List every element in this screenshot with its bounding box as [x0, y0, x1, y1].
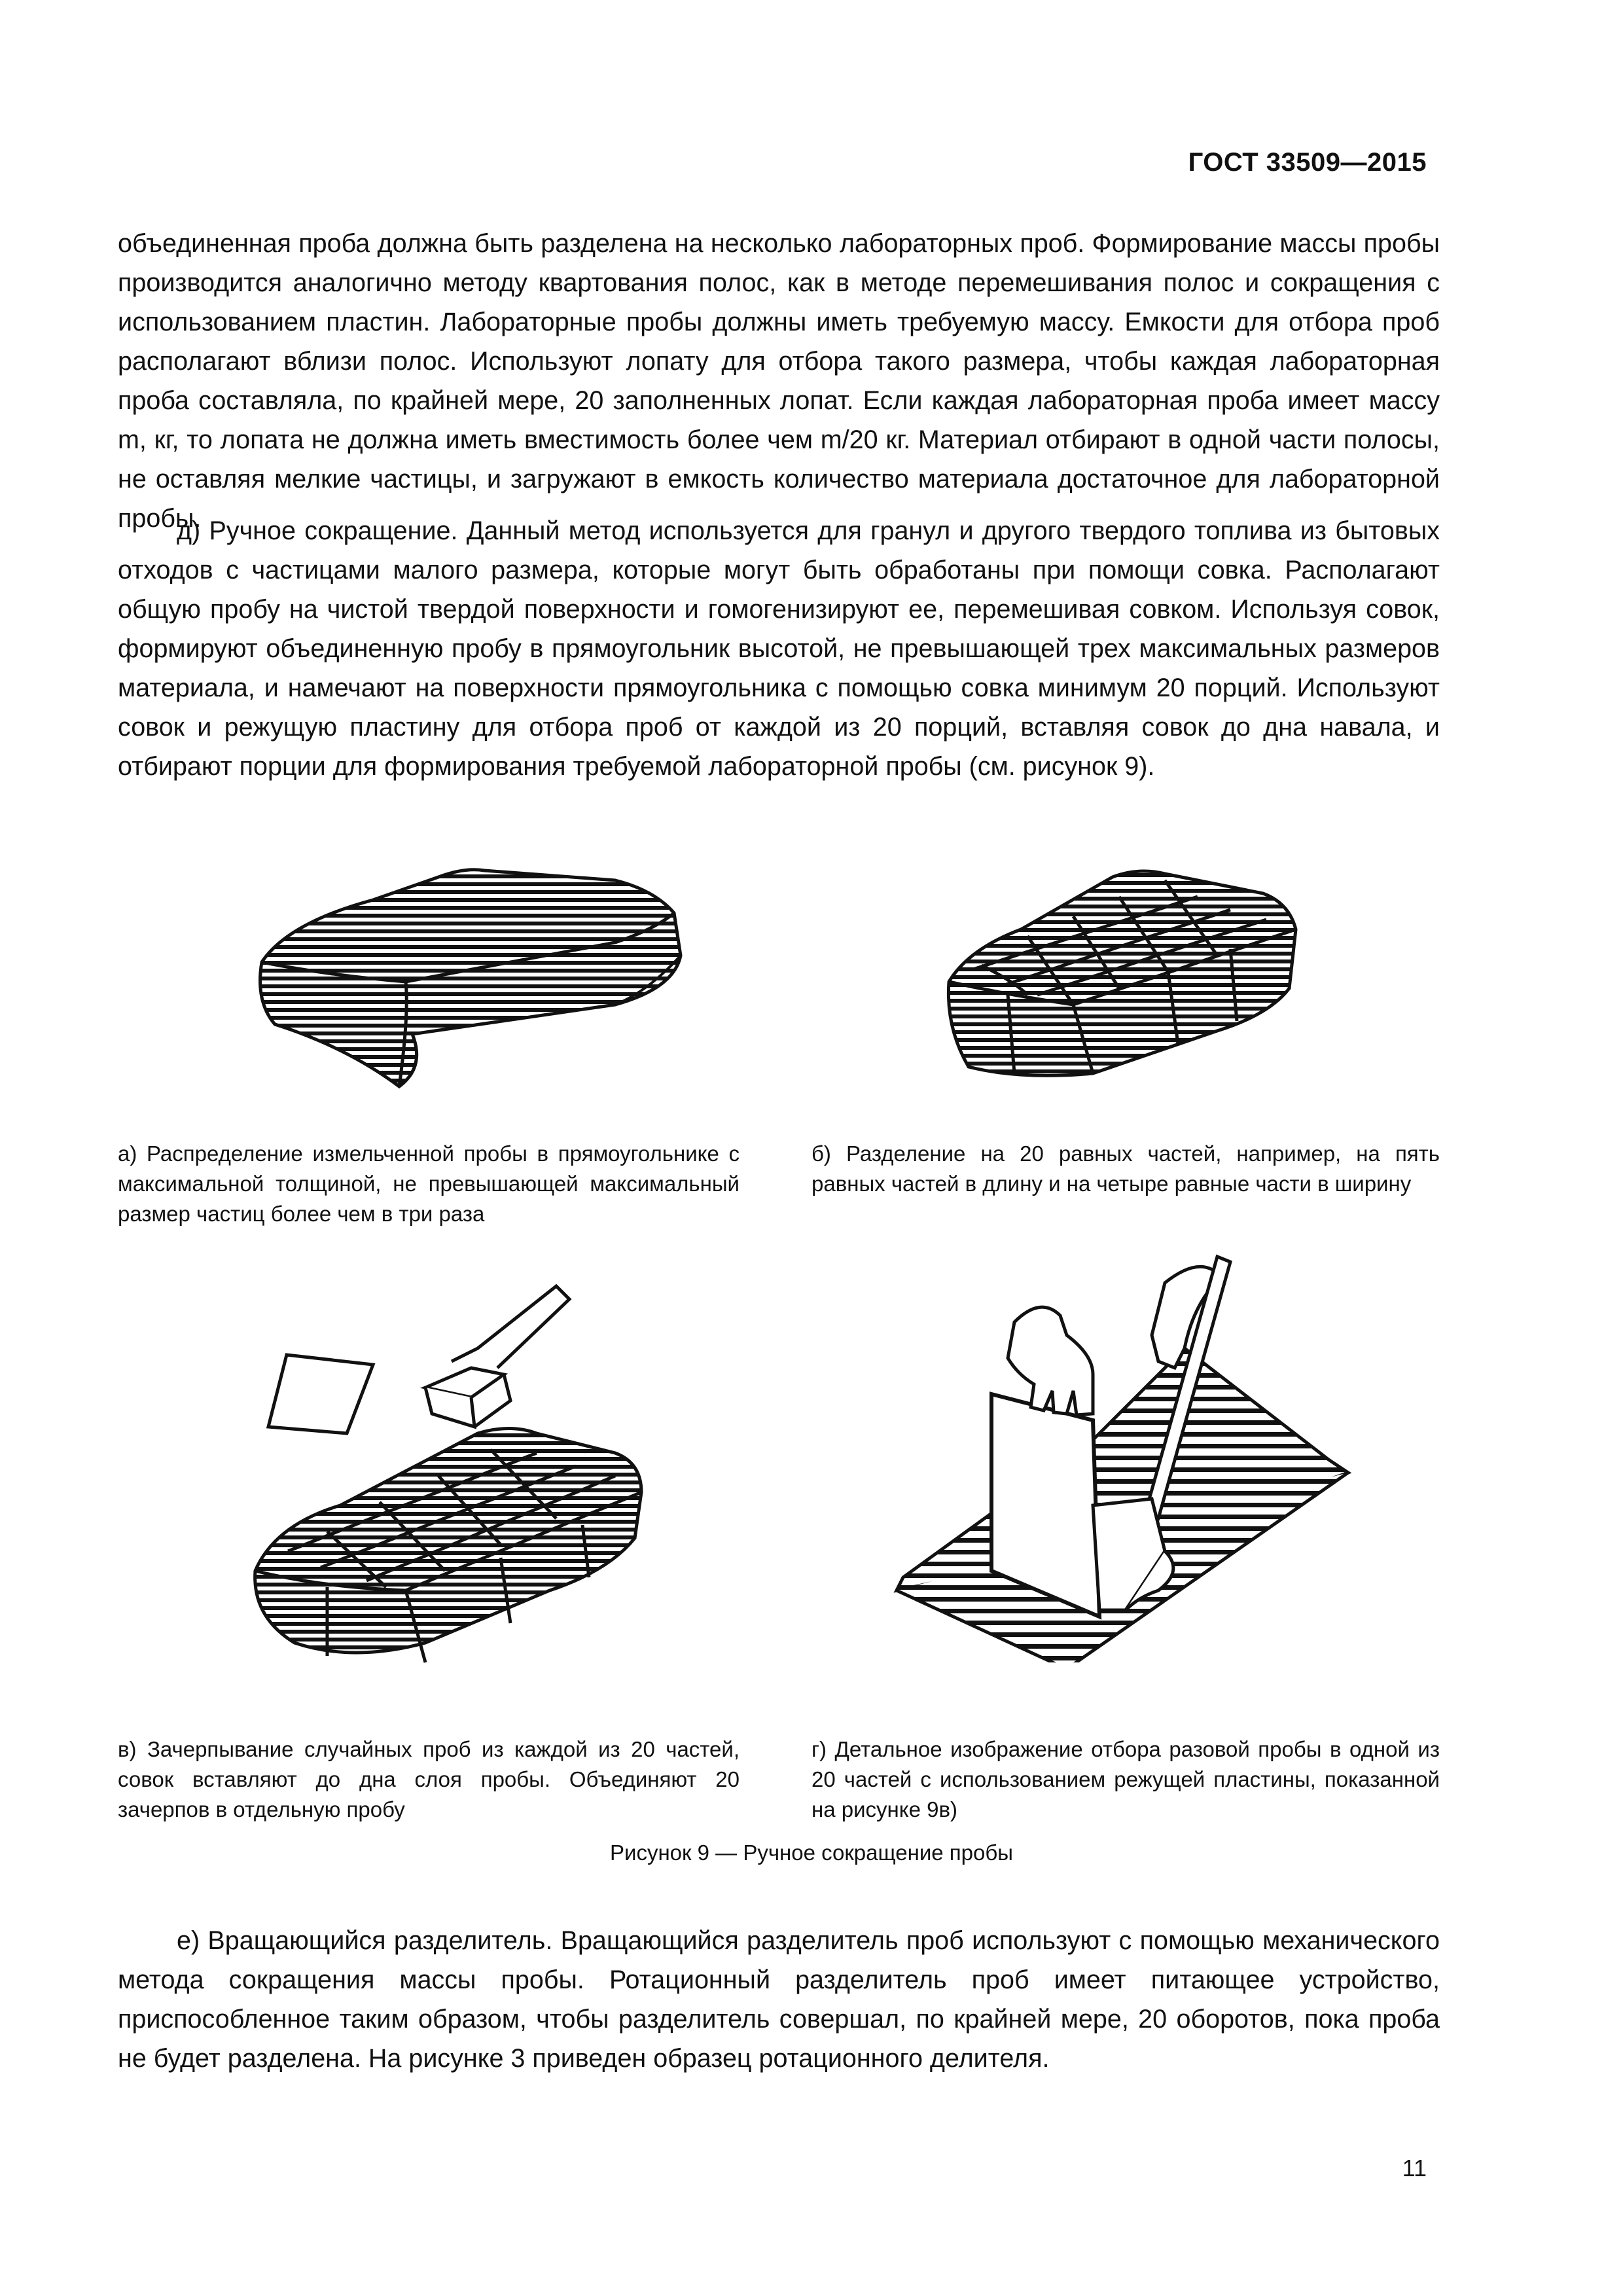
caption-b: б) Разделение на 20 равных частей, например, на пять равных частей в длину и на четыре равные части в ширину [812, 1141, 1440, 1196]
figure-9a-image [249, 851, 707, 1113]
caption-v: в) Зачерпывание случайных проб из каждой из 20 частей, совок вставляют до дна слоя пробы. Объединяют 20 зачерпов в отдельную пробу [118, 1737, 740, 1821]
figure-9v-image [242, 1276, 661, 1695]
scoop-icon [425, 1286, 569, 1427]
figure-title: Рисунок 9 — Ручное сокращение пробы [610, 1840, 1013, 1865]
figure-9g-image [877, 1244, 1374, 1662]
paragraph-manual-reduction: д) Ручное сокращение. Данный метод используется для гранул и другого твердого топлива из бытовых отходов с частицами малого размера, которые могут быть обработаны при помощи совка. Располагают общую пробу на чистой твердой поверхности и гомогенизируют ее, перемешивая совком. Используя совок, формируют объединенную пробу в прямоугольник высотой, не превышающей трех максимальных размеров материала, и намечают на поверхности прямоугольника с помощью совка минимум 20 порций. Используют совок и режущую пластину для отбора проб от каждой из 20 порций, вставляя совок до дна навала, и отбирают порции для формирования требуемой лабораторной пробы (см. рисунок 9). [118, 516, 1440, 781]
document-header: ГОСТ 33509—2015 [1188, 148, 1427, 177]
page-number: 11 [1402, 2155, 1427, 2181]
figure-9b-image [942, 857, 1309, 1106]
paragraph-continuation: объединенная проба должна быть разделена на несколько лабораторных проб. Формирование массы пробы производится аналогично методу квартования полос, как в методе перемешивания полос и сокращения с использованием пластин. Лабораторные пробы должны иметь требуемую массу. Емкости для отбора проб располагают вблизи полос. Используют лопату для отбора такого размера, чтобы каждая лабораторная проба составляла, по крайней мере, 20 заполненных лопат. Если каждая лабораторная проба имеет массу m, кг, то лопата не должна иметь вместимость более чем m/20 кг. Материал отбирают в одной части полосы, не оставляя мелкие частицы, и загружают в емкость количество материала достаточное для лабораторной пробы. [118, 229, 1440, 533]
caption-g: г) Детальное изображение отбора разовой пробы в одной из 20 частей с использованием режущей пластины, показанной на рисунке 9в) [812, 1737, 1440, 1821]
paragraph-rotary-divider: е) Вращающийся разделитель. Вращающийся разделитель проб используют с помощью механического метода сокращения массы пробы. Ротационный разделитель проб имеет питающее устройство, приспособленное таким образом, чтобы разделитель совершал, по крайней мере, 20 оборотов, пока проба не будет разделена. На рисунке 3 приведен образец ротационного делителя. [118, 1926, 1440, 2073]
caption-a: а) Распределение измельченной пробы в прямоугольнике с максимальной толщиной, не превышающей максимальный размер частиц более чем в три раза [118, 1141, 740, 1226]
cutting-plate-icon [268, 1355, 373, 1433]
